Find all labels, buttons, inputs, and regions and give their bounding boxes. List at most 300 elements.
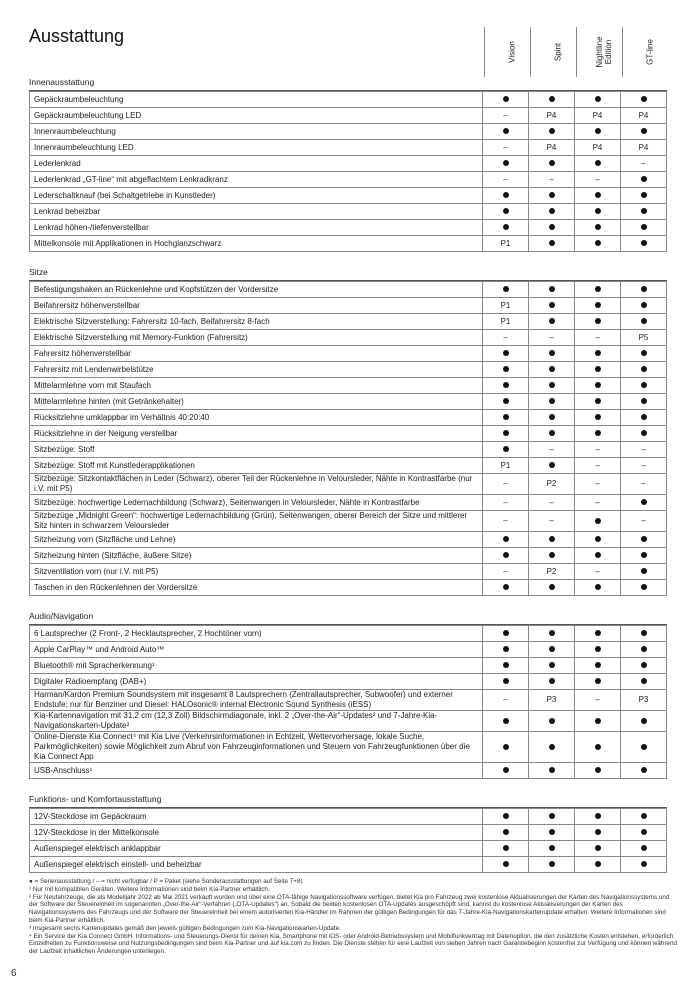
- standard-dot-icon: [595, 829, 601, 835]
- row-label: Mittelkonsole mit Applikationen in Hochglanzschwarz: [30, 236, 483, 252]
- standard-dot-icon: [595, 192, 601, 198]
- standard-dot-icon: [641, 813, 647, 819]
- standard-dot-icon: [549, 96, 555, 102]
- standard-dot-icon: [641, 192, 647, 198]
- value-cell: P1: [483, 298, 529, 314]
- value-cell: –: [529, 511, 575, 532]
- standard-dot-icon: [641, 302, 647, 308]
- section-1: [29, 264, 667, 596]
- standard-dot-icon: [595, 630, 601, 636]
- value-cell: [529, 763, 575, 779]
- standard-dot-icon: [641, 366, 647, 372]
- standard-dot-icon: [595, 718, 601, 724]
- value-cell: [621, 378, 667, 394]
- value-cell: –: [483, 474, 529, 495]
- value-cell: [621, 564, 667, 580]
- value-cell: [483, 642, 529, 658]
- value-cell: [483, 548, 529, 564]
- standard-dot-icon: [641, 224, 647, 230]
- standard-dot-icon: [503, 286, 509, 292]
- standard-dot-icon: [641, 568, 647, 574]
- value-cell: [483, 763, 529, 779]
- value-cell: [529, 825, 575, 841]
- value-cell: –: [483, 564, 529, 580]
- row-label: Lederlenkrad: [30, 156, 483, 172]
- standard-dot-icon: [595, 366, 601, 372]
- standard-dot-icon: [549, 318, 555, 324]
- value-cell: [529, 156, 575, 172]
- standard-dot-icon: [641, 382, 647, 388]
- value-cell: –: [575, 330, 621, 346]
- row-label: Kia-Kartennavigation mit 31,2 cm (12,3 Zoll) Bildschirmdiagonale, inkl. 2 „Over-the-Air“-Updates² und 7-Jahre-Kia-Navigationskarten-Update³: [30, 711, 483, 732]
- standard-dot-icon: [503, 366, 509, 372]
- value-cell: [575, 658, 621, 674]
- standard-dot-icon: [595, 350, 601, 356]
- standard-dot-icon: [503, 662, 509, 668]
- standard-dot-icon: [641, 861, 647, 867]
- footnotes: [29, 878, 679, 956]
- standard-dot-icon: [549, 630, 555, 636]
- standard-dot-icon: [549, 382, 555, 388]
- table-row: [30, 458, 667, 474]
- value-cell: –: [575, 458, 621, 474]
- value-cell: [575, 124, 621, 140]
- standard-dot-icon: [595, 160, 601, 166]
- row-label: Taschen in den Rückenlehnen der Vordersitze: [30, 580, 483, 596]
- value-cell: [621, 236, 667, 252]
- value-cell: [529, 362, 575, 378]
- row-label: Sitzbezüge: Stoff mit Kunstlederapplikationen: [30, 458, 483, 474]
- value-cell: [621, 642, 667, 658]
- value-cell: –: [483, 495, 529, 511]
- value-cell: [529, 124, 575, 140]
- table-row: [30, 378, 667, 394]
- value-cell: [483, 580, 529, 596]
- table-row: [30, 495, 667, 511]
- standard-dot-icon: [641, 552, 647, 558]
- standard-dot-icon: [641, 499, 647, 505]
- value-cell: –: [483, 140, 529, 156]
- table-row: [30, 346, 667, 362]
- standard-dot-icon: [595, 398, 601, 404]
- value-cell: [621, 548, 667, 564]
- value-cell: [575, 711, 621, 732]
- value-cell: [575, 763, 621, 779]
- standard-dot-icon: [503, 536, 509, 542]
- standard-dot-icon: [549, 829, 555, 835]
- standard-dot-icon: [503, 646, 509, 652]
- value-cell: [529, 674, 575, 690]
- value-cell: [483, 626, 529, 642]
- row-label: Sitzheizung vorn (Sitzfläche und Lehne): [30, 532, 483, 548]
- value-cell: [621, 282, 667, 298]
- value-cell: [529, 458, 575, 474]
- value-cell: –: [529, 330, 575, 346]
- value-cell: [483, 124, 529, 140]
- value-cell: [529, 378, 575, 394]
- standard-dot-icon: [549, 813, 555, 819]
- table-row: [30, 140, 667, 156]
- value-cell: [529, 314, 575, 330]
- value-cell: [575, 220, 621, 236]
- standard-dot-icon: [503, 630, 509, 636]
- table-row: [30, 564, 667, 580]
- value-cell: [575, 642, 621, 658]
- table-row: [30, 857, 667, 873]
- row-label: Elektrische Sitzverstellung: Fahrersitz 10-fach, Beifahrersitz 8-fach: [30, 314, 483, 330]
- standard-dot-icon: [595, 382, 601, 388]
- row-label: Gepäckraumbeleuchtung: [30, 92, 483, 108]
- row-label: Online-Dienste Kia Connect⁴ mit Kia Live (Verkehrsinformationen in Echtzeit, Wettervorhersage, lokale Suche, Parkmöglichkeiten) sowie Möglichkeit zum Abruf von Fahrzeuginformationen und Steuern von Fahrzeugfunktionen über die Kia Connect App: [30, 732, 483, 763]
- value-cell: P2: [529, 474, 575, 495]
- standard-dot-icon: [503, 160, 509, 166]
- footnote-4: ⁴ Ein Service der Kia Connect GmbH. Informations- und Steuerungs-Dienst für deinen Kia, Smartphone mit iOS- oder Android-Betriebssystem und Mobilfunkvertrag mit Datenoption, die den zusätzliche Kosten entstehen, erforderlich. Einzelheiten zu Funktionsweise und Nutzungsbedingungen sind beim Kia-Partner und auf kia.com zu finden. Die Dienste stehen für eine Laufzeit von sieben Jahren nach Garantiebeginn kostenfrei zur Verfügung und können während der Laufzeit inhaltlichen Änderungen unterliegen.: [29, 932, 677, 956]
- value-cell: [621, 124, 667, 140]
- value-cell: [621, 841, 667, 857]
- value-cell: [483, 346, 529, 362]
- value-cell: [483, 92, 529, 108]
- value-cell: [483, 809, 529, 825]
- value-cell: [575, 426, 621, 442]
- standard-dot-icon: [641, 744, 647, 750]
- value-cell: [529, 658, 575, 674]
- row-label: Sitzbezüge „Midnight Green“: hochwertige Ledernachbildung (Grün), Seitenwangen, oberer Bereich der Sitze und mittlerer Sitz hinten in schwarzem Veloursleder: [30, 511, 483, 532]
- table-row: [30, 92, 667, 108]
- value-cell: [529, 410, 575, 426]
- value-cell: [529, 532, 575, 548]
- value-cell: –: [575, 564, 621, 580]
- table-row: [30, 172, 667, 188]
- table-row: [30, 763, 667, 779]
- value-cell: [483, 711, 529, 732]
- value-cell: [483, 282, 529, 298]
- footnote-1: ¹ Nur mit kompatiblen Geräten. Weitere Informationen sind beim Kia-Partner erhältlich.: [29, 885, 270, 893]
- value-cell: –: [621, 511, 667, 532]
- value-cell: [529, 626, 575, 642]
- value-cell: [621, 857, 667, 873]
- standard-dot-icon: [641, 662, 647, 668]
- section-gap: [29, 596, 667, 608]
- row-label: Beifahrersitz höhenverstellbar: [30, 298, 483, 314]
- value-cell: [575, 410, 621, 426]
- value-cell: [621, 495, 667, 511]
- value-cell: [529, 548, 575, 564]
- standard-dot-icon: [595, 845, 601, 851]
- value-cell: –: [575, 172, 621, 188]
- standard-dot-icon: [503, 430, 509, 436]
- section-title: Audio/Navigation: [29, 608, 667, 625]
- value-cell: P3: [621, 690, 667, 711]
- standard-dot-icon: [549, 744, 555, 750]
- value-cell: P4: [621, 108, 667, 124]
- value-cell: [621, 298, 667, 314]
- table-row: [30, 642, 667, 658]
- value-cell: [575, 841, 621, 857]
- row-label: Mittelarmlehne hinten (mit Getränkehalter): [30, 394, 483, 410]
- value-cell: [483, 532, 529, 548]
- standard-dot-icon: [595, 240, 601, 246]
- value-cell: P4: [575, 140, 621, 156]
- row-label: Sitzbezüge: Stoff: [30, 442, 483, 458]
- value-cell: [575, 156, 621, 172]
- value-cell: [575, 298, 621, 314]
- standard-dot-icon: [549, 302, 555, 308]
- standard-dot-icon: [549, 208, 555, 214]
- value-cell: [529, 732, 575, 763]
- row-label: Digitaler Radioempfang (DAB+): [30, 674, 483, 690]
- value-cell: [621, 532, 667, 548]
- section-title: Funktions- und Komfortausstattung: [29, 791, 667, 808]
- standard-dot-icon: [641, 414, 647, 420]
- standard-dot-icon: [549, 128, 555, 134]
- value-cell: [575, 378, 621, 394]
- table-row: [30, 426, 667, 442]
- table-row: [30, 626, 667, 642]
- row-label: Rücksitzlehne umklappbar im Verhältnis 40:20:40: [30, 410, 483, 426]
- row-label: Sitzbezüge: hochwertige Ledernachbildung (Schwarz), Seitenwangen in Veloursleder, Nähte in Kontrastfarbe: [30, 495, 483, 511]
- row-label: USB-Anschluss¹: [30, 763, 483, 779]
- value-cell: [621, 188, 667, 204]
- standard-dot-icon: [503, 350, 509, 356]
- standard-dot-icon: [595, 662, 601, 668]
- table-row: [30, 511, 667, 532]
- value-cell: [483, 674, 529, 690]
- table-row: [30, 394, 667, 410]
- row-label: Sitzventilation vorn (nur i.V. mit P5): [30, 564, 483, 580]
- column-header-vision: Vision: [484, 27, 538, 77]
- value-cell: [483, 658, 529, 674]
- standard-dot-icon: [595, 96, 601, 102]
- standard-dot-icon: [549, 536, 555, 542]
- value-cell: –: [621, 442, 667, 458]
- row-label: Lederschaltknauf (bei Schaltgetriebe in Kunstleder): [30, 188, 483, 204]
- value-cell: [621, 172, 667, 188]
- table-row: [30, 474, 667, 495]
- standard-dot-icon: [595, 552, 601, 558]
- row-label: 12V-Steckdose im Gepäckraum: [30, 809, 483, 825]
- value-cell: [483, 857, 529, 873]
- row-label: Außenspiegel elektrisch anklappbar: [30, 841, 483, 857]
- value-cell: P4: [575, 108, 621, 124]
- standard-dot-icon: [503, 128, 509, 134]
- value-cell: [575, 825, 621, 841]
- row-label: Innenraumbeleuchtung: [30, 124, 483, 140]
- value-cell: P2: [529, 564, 575, 580]
- value-cell: [483, 732, 529, 763]
- value-cell: [483, 825, 529, 841]
- standard-dot-icon: [641, 240, 647, 246]
- standard-dot-icon: [503, 813, 509, 819]
- value-cell: [483, 394, 529, 410]
- table-row: [30, 732, 667, 763]
- table-row: [30, 108, 667, 124]
- value-cell: [621, 346, 667, 362]
- value-cell: [621, 362, 667, 378]
- table-row: [30, 548, 667, 564]
- value-cell: [483, 378, 529, 394]
- table-row: [30, 124, 667, 140]
- value-cell: [529, 711, 575, 732]
- value-cell: P3: [529, 690, 575, 711]
- standard-dot-icon: [503, 845, 509, 851]
- value-cell: [575, 346, 621, 362]
- standard-dot-icon: [641, 646, 647, 652]
- value-cell: [529, 282, 575, 298]
- value-cell: –: [529, 172, 575, 188]
- footnote-legend: ● = Serienausstattung / – = nicht verfügbar / P = Paket (siehe Sonderausstattungen auf Seite 7+8): [29, 878, 303, 885]
- footnote-2: ² Für Neufahrzeuge, die als Modelljahr 2022 ab Mai 2021 verkauft wurden und über eine OTA-fähige Navigationssoftware verfügen, bietet Kia pro Fahrzeug zwei kostenlose Aktualisierungen der Karten des Navigationssystems und der Software der Steuereinheit im sogenannten „Over-the-Air“-Verfahren („OTA-Updates“) an. Sobald die beiden kostenlosen OTA-Updates ausgeschöpft sind, kannst du kostenlose Aktualisierungen der Karten des Navigationssystems des Fahrzeugs und der Software der Steuereinheit bei einem autorisierten Kia-Händler im Rahmen der gültigen Bedingungen für das 7-Jahre-Kia-Navigationskartenupdate erhalten. Weitere Informationen sind beim Kia-Partner erhältlich.: [29, 893, 670, 924]
- value-cell: [529, 394, 575, 410]
- standard-dot-icon: [595, 318, 601, 324]
- value-cell: [529, 298, 575, 314]
- column-header-gt-line: GT-line: [622, 27, 676, 77]
- table-row: [30, 532, 667, 548]
- standard-dot-icon: [503, 398, 509, 404]
- value-cell: [483, 442, 529, 458]
- standard-dot-icon: [641, 286, 647, 292]
- standard-dot-icon: [641, 584, 647, 590]
- standard-dot-icon: [503, 678, 509, 684]
- row-label: Sitzbezüge: Sitzkontaktflächen in Leder (Schwarz), oberer Teil der Rückenlehne in Veloursleder, Nähte in Kontrastfarbe (nur i.V. mit P5): [30, 474, 483, 495]
- section-0: [29, 74, 667, 252]
- section-2: [29, 608, 667, 779]
- standard-dot-icon: [549, 718, 555, 724]
- standard-dot-icon: [503, 208, 509, 214]
- standard-dot-icon: [549, 462, 555, 468]
- section-title: Innenausstattung: [29, 74, 667, 91]
- value-cell: [529, 346, 575, 362]
- value-cell: P5: [621, 330, 667, 346]
- standard-dot-icon: [641, 829, 647, 835]
- standard-dot-icon: [549, 678, 555, 684]
- standard-dot-icon: [549, 662, 555, 668]
- row-label: Innenraumbeleuchtung LED: [30, 140, 483, 156]
- value-cell: P4: [621, 140, 667, 156]
- standard-dot-icon: [503, 414, 509, 420]
- value-cell: [621, 410, 667, 426]
- table-row: [30, 314, 667, 330]
- equipment-tables: [29, 74, 667, 873]
- standard-dot-icon: [641, 96, 647, 102]
- value-cell: [529, 841, 575, 857]
- standard-dot-icon: [503, 718, 509, 724]
- table-row: [30, 220, 667, 236]
- standard-dot-icon: [503, 584, 509, 590]
- table-row: [30, 282, 667, 298]
- value-cell: [621, 809, 667, 825]
- standard-dot-icon: [549, 366, 555, 372]
- standard-dot-icon: [641, 398, 647, 404]
- value-cell: [575, 809, 621, 825]
- row-label: Fahrersitz mit Lendenwirbelstütze: [30, 362, 483, 378]
- value-cell: [483, 220, 529, 236]
- standard-dot-icon: [549, 286, 555, 292]
- standard-dot-icon: [503, 744, 509, 750]
- standard-dot-icon: [595, 678, 601, 684]
- row-label: Außenspiegel elektrisch einstell- und beheizbar: [30, 857, 483, 873]
- footnote-3: ³ Insgesamt sechs Kartenupdates gemäß den jeweils gültigen Bedingungen zum Kia-Navigationskarten-Update.: [29, 924, 341, 932]
- table-row: [30, 362, 667, 378]
- value-cell: –: [621, 458, 667, 474]
- value-cell: [483, 426, 529, 442]
- page-title: Ausstattung: [29, 26, 125, 46]
- value-cell: [529, 188, 575, 204]
- value-cell: P4: [529, 140, 575, 156]
- standard-dot-icon: [549, 584, 555, 590]
- row-label: Sitzheizung hinten (Sitzfläche, äußere Sitze): [30, 548, 483, 564]
- table-row: [30, 711, 667, 732]
- value-cell: [575, 548, 621, 564]
- value-cell: [529, 204, 575, 220]
- value-cell: [575, 626, 621, 642]
- value-cell: [621, 626, 667, 642]
- value-cell: [575, 580, 621, 596]
- section-gap: [29, 252, 667, 264]
- value-cell: [621, 732, 667, 763]
- equipment-table: [29, 91, 667, 252]
- value-cell: –: [483, 690, 529, 711]
- table-row: [30, 442, 667, 458]
- standard-dot-icon: [549, 861, 555, 867]
- value-cell: P1: [483, 236, 529, 252]
- standard-dot-icon: [641, 767, 647, 773]
- row-label: Gepäckraumbeleuchtung LED: [30, 108, 483, 124]
- table-row: [30, 236, 667, 252]
- standard-dot-icon: [641, 430, 647, 436]
- value-cell: –: [483, 108, 529, 124]
- row-label: Lenkrad beheizbar: [30, 204, 483, 220]
- value-cell: –: [621, 156, 667, 172]
- value-cell: P1: [483, 458, 529, 474]
- standard-dot-icon: [549, 552, 555, 558]
- standard-dot-icon: [641, 208, 647, 214]
- table-row: [30, 330, 667, 346]
- value-cell: [483, 188, 529, 204]
- standard-dot-icon: [503, 829, 509, 835]
- standard-dot-icon: [595, 430, 601, 436]
- section-3: [29, 791, 667, 873]
- standard-dot-icon: [549, 414, 555, 420]
- value-cell: –: [575, 495, 621, 511]
- standard-dot-icon: [503, 224, 509, 230]
- table-row: [30, 674, 667, 690]
- row-label: 12V-Steckdose in der Mittelkonsole: [30, 825, 483, 841]
- standard-dot-icon: [549, 240, 555, 246]
- standard-dot-icon: [503, 767, 509, 773]
- value-cell: [529, 92, 575, 108]
- value-cell: [483, 156, 529, 172]
- standard-dot-icon: [641, 845, 647, 851]
- standard-dot-icon: [641, 318, 647, 324]
- row-label: Elektrische Sitzverstellung mit Memory-Funktion (Fahrersitz): [30, 330, 483, 346]
- value-cell: [575, 314, 621, 330]
- row-label: Lenkrad höhen-/tiefenverstellbar: [30, 220, 483, 236]
- standard-dot-icon: [595, 767, 601, 773]
- value-cell: [529, 220, 575, 236]
- section-gap: [29, 779, 667, 791]
- standard-dot-icon: [549, 160, 555, 166]
- value-cell: [621, 394, 667, 410]
- value-cell: [621, 711, 667, 732]
- value-cell: [529, 857, 575, 873]
- row-label: 6 Lautsprecher (2 Front-, 2 Hecklautsprecher, 2 Hochtöner vorn): [30, 626, 483, 642]
- standard-dot-icon: [641, 176, 647, 182]
- value-cell: [621, 92, 667, 108]
- standard-dot-icon: [641, 630, 647, 636]
- column-header-spirit: Spirit: [530, 27, 584, 77]
- standard-dot-icon: [549, 350, 555, 356]
- standard-dot-icon: [503, 382, 509, 388]
